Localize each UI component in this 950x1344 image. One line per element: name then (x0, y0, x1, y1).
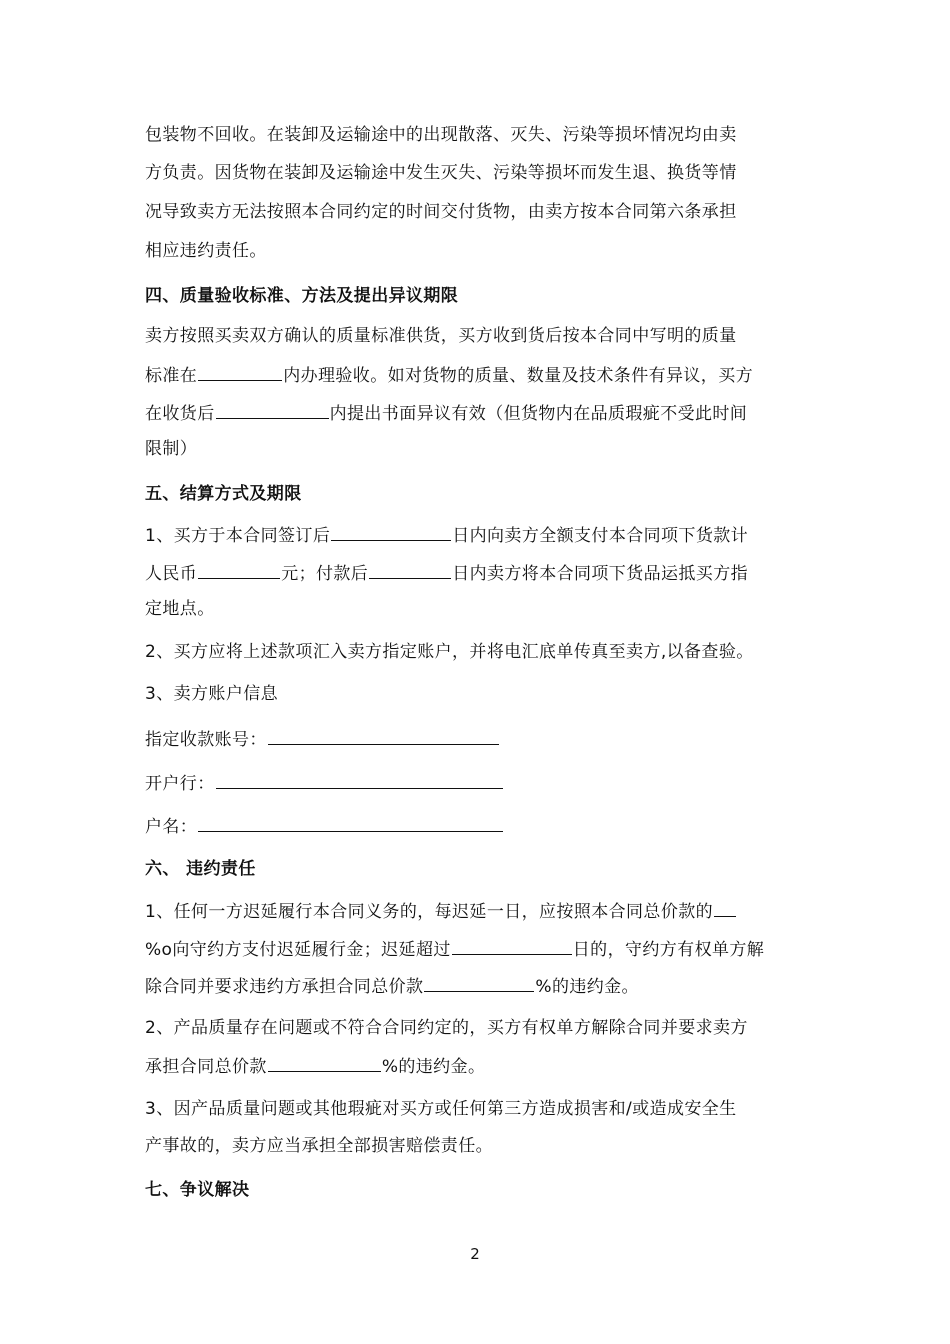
account-number-row (145, 726, 500, 752)
paragraph-line: 2、产品质量存在问题或不符合合同约定的，买方有权单方解除合同并要求卖方 (145, 1018, 748, 1038)
section-heading: 四、质量验收标准、方法及提出异议期限 (145, 286, 459, 306)
paragraph-line (145, 898, 737, 924)
bank-row (145, 770, 504, 796)
account-name-row (145, 813, 504, 839)
paragraph-line: 3、因产品质量问题或其他瑕疵对买方或任何第三方造成损害和/或造成安全生 (145, 1099, 737, 1119)
paragraph-line: 包装物不回收。在装卸及运输途中的出现散落、灭失、污染等损坏情况均由卖 (145, 125, 737, 145)
bank-blank[interactable] (216, 770, 503, 789)
fill-blank[interactable] (424, 973, 534, 992)
text-fragment: %的违约金。 (535, 977, 639, 997)
paragraph-line: 3、卖方账户信息 (145, 684, 279, 704)
fill-blank[interactable] (216, 400, 329, 419)
paragraph-line (145, 936, 764, 962)
text-fragment: 内提出书面异议有效（但货物内在品质瑕疵不受此时间 (329, 404, 748, 424)
fill-blank[interactable] (369, 560, 451, 579)
page-number: 2 (470, 1245, 480, 1263)
fill-blank[interactable] (452, 936, 572, 955)
paragraph-line (145, 522, 748, 548)
text-fragment: 人民币 (145, 564, 198, 584)
section-heading: 七、争议解决 (145, 1180, 250, 1200)
text-fragment: 日的，守约方有权单方解 (572, 940, 765, 960)
paragraph-line: 卖方按照买卖双方确认的质量标准供货，买方收到货后按本合同中写明的质量 (145, 326, 737, 346)
section-heading: 五、结算方式及期限 (145, 484, 302, 504)
text-fragment: 在收货后 (145, 404, 215, 424)
fill-blank[interactable] (268, 1053, 381, 1072)
text-fragment: 日内向卖方全额支付本合同项下货款计 (452, 526, 749, 546)
paragraph-line: 2、买方应将上述款项汇入卖方指定账户，并将电汇底单传真至卖方,以备查验。 (145, 642, 754, 662)
section-heading: 六、 违约责任 (145, 859, 256, 879)
paragraph-line (145, 362, 753, 388)
text-fragment: 1、买方于本合同签订后 (145, 526, 331, 546)
paragraph-line (145, 400, 747, 426)
paragraph-line (145, 560, 748, 586)
text-fragment: 元；付款后 (281, 564, 369, 584)
field-label: 指定收款账号： (145, 730, 267, 750)
fill-blank[interactable] (198, 560, 280, 579)
text-fragment: 承担合同总价款 (145, 1057, 267, 1077)
text-fragment: %的违约金。 (381, 1057, 486, 1077)
fill-blank[interactable] (198, 362, 282, 381)
account-number-blank[interactable] (268, 726, 499, 745)
paragraph-line (145, 973, 639, 999)
fill-blank[interactable] (714, 898, 736, 917)
paragraph-line: 产事故的，卖方应当承担全部损害赔偿责任。 (145, 1136, 493, 1156)
paragraph-line (145, 1053, 485, 1079)
field-label: 户名： (145, 817, 198, 837)
text-fragment: 内办理验收。如对货物的质量、数量及技术条件有异议，买方 (283, 366, 754, 386)
paragraph-line: 定地点。 (145, 599, 215, 619)
paragraph-line: 况导致卖方无法按照本合同约定的时间交付货物，由卖方按本合同第六条承担 (145, 202, 737, 222)
account-name-blank[interactable] (198, 813, 503, 832)
paragraph-line: 限制） (145, 439, 198, 459)
text-fragment: 日内卖方将本合同项下货品运抵买方指 (452, 564, 749, 584)
text-fragment: 除合同并要求违约方承担合同总价款 (145, 977, 424, 997)
text-fragment: 1、任何一方迟延履行本合同义务的，每迟延一日，应按照本合同总价款的 (145, 902, 714, 922)
text-fragment: 标准在 (145, 366, 198, 386)
paragraph-line: 相应违约责任。 (145, 241, 267, 261)
paragraph-line: 方负责。因货物在装卸及运输途中发生灭失、污染等损坏而发生退、换货等情 (145, 163, 737, 183)
field-label: 开户行： (145, 774, 215, 794)
fill-blank[interactable] (331, 522, 451, 541)
text-fragment: %o向守约方支付迟延履行金；迟延超过 (145, 940, 451, 960)
